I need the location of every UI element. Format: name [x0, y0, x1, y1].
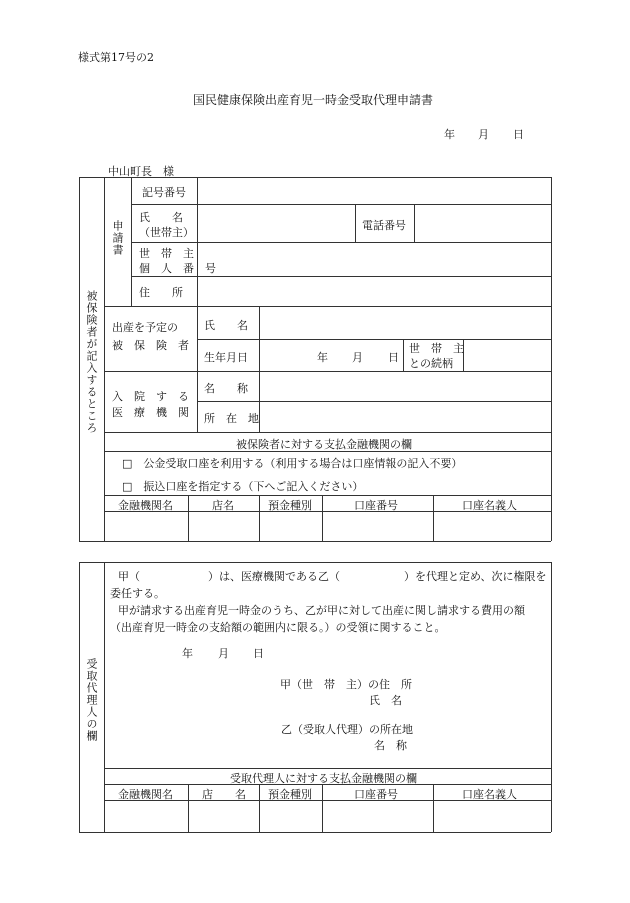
address-label: 住 所	[139, 286, 183, 299]
expectant-label-1: 出産を予定の	[112, 321, 178, 334]
relation-label-1: 世 帯 主	[409, 342, 464, 355]
col-branch: 店名	[212, 499, 234, 512]
col-account-type: 預金種別	[268, 499, 312, 512]
name-label: 氏 名	[139, 211, 183, 224]
hospital-label-1: 入 院 す る	[112, 390, 189, 403]
proxy-date-year: 年	[182, 647, 193, 660]
birth-label: 生年月日	[204, 351, 248, 364]
form-title: 国民健康保険出産育児一時金受取代理申請書	[193, 93, 434, 107]
applicant-label: 申請書	[111, 220, 124, 256]
para-otsu-open: ）は、医療機関である乙（	[208, 570, 340, 583]
date-year: 年	[444, 128, 455, 141]
otsu-name-label: 名 称	[374, 739, 407, 752]
phone-label: 電話番号	[362, 219, 406, 232]
birth-day: 日	[388, 351, 399, 364]
section2-side-label: 受取代理人の欄	[85, 658, 98, 742]
bank-header: 被保険者に対する支払金融機関の欄	[236, 438, 412, 451]
option-public-account[interactable]: □ 公金受取口座を利用する（利用する場合は口座情報の記入不要）	[122, 457, 463, 470]
relation-label-2: との続柄	[409, 357, 453, 370]
date-day: 日	[513, 128, 524, 141]
ko-name-label: 氏 名	[369, 694, 402, 707]
mynumber-label-2: 個 人 番 号	[139, 262, 216, 275]
section1-side-label: 被保険者が記入するところ	[85, 290, 98, 434]
hospital-name-label: 名 称	[204, 382, 248, 395]
hospital-label-2: 医 療 機 関	[112, 406, 189, 419]
proxy-col-account-number: 口座番号	[354, 788, 398, 801]
col-account-number: 口座番号	[354, 499, 398, 512]
proxy-date-day: 日	[253, 647, 264, 660]
birth-month: 月	[352, 351, 363, 364]
para-delegate: ）を代理と定め、次に権限を	[404, 570, 547, 583]
para-line4: （出産育児一時金の支給額の範囲内に限る。）の受領に関すること。	[110, 621, 446, 634]
birth-year: 年	[317, 351, 328, 364]
mynumber-label-1: 世 帯 主	[139, 247, 194, 260]
proxy-date-month: 月	[218, 647, 229, 660]
para-ko-open: 甲（	[118, 570, 140, 583]
proxy-col-branch: 店 名	[202, 788, 246, 801]
name-sub-label: （世帯主）	[139, 226, 194, 239]
proxy-bank-header: 受取代理人に対する支払金融機関の欄	[230, 772, 417, 785]
form-number: 様式第17号の2	[78, 51, 154, 64]
option-transfer-account[interactable]: □ 振込口座を指定する（下へご記入ください）	[122, 480, 364, 493]
hospital-location-label: 所 在 地	[204, 412, 259, 425]
proxy-col-account-type: 預金種別	[268, 788, 312, 801]
proxy-col-account-holder: 口座名義人	[462, 788, 517, 801]
addressee: 中山町長 様	[108, 165, 174, 178]
para-line3: 甲が請求する出産育児一時金のうち、乙が甲に対して出産に関し請求する費用の額	[118, 604, 525, 617]
expectant-label-2: 被 保 険 者	[112, 339, 189, 352]
otsu-address-label: 乙（受取人代理）の所在地	[281, 723, 413, 736]
date-month: 月	[478, 128, 489, 141]
expectant-name-label: 氏 名	[204, 319, 248, 332]
para-line2: 委任する。	[110, 587, 165, 600]
col-account-holder: 口座名義人	[462, 499, 517, 512]
ko-address-label: 甲（世 帯 主）の住 所	[280, 678, 412, 691]
col-bank-name: 金融機関名	[118, 499, 173, 512]
kigo-label: 記号番号	[142, 186, 186, 199]
proxy-col-bank-name: 金融機関名	[118, 788, 173, 801]
